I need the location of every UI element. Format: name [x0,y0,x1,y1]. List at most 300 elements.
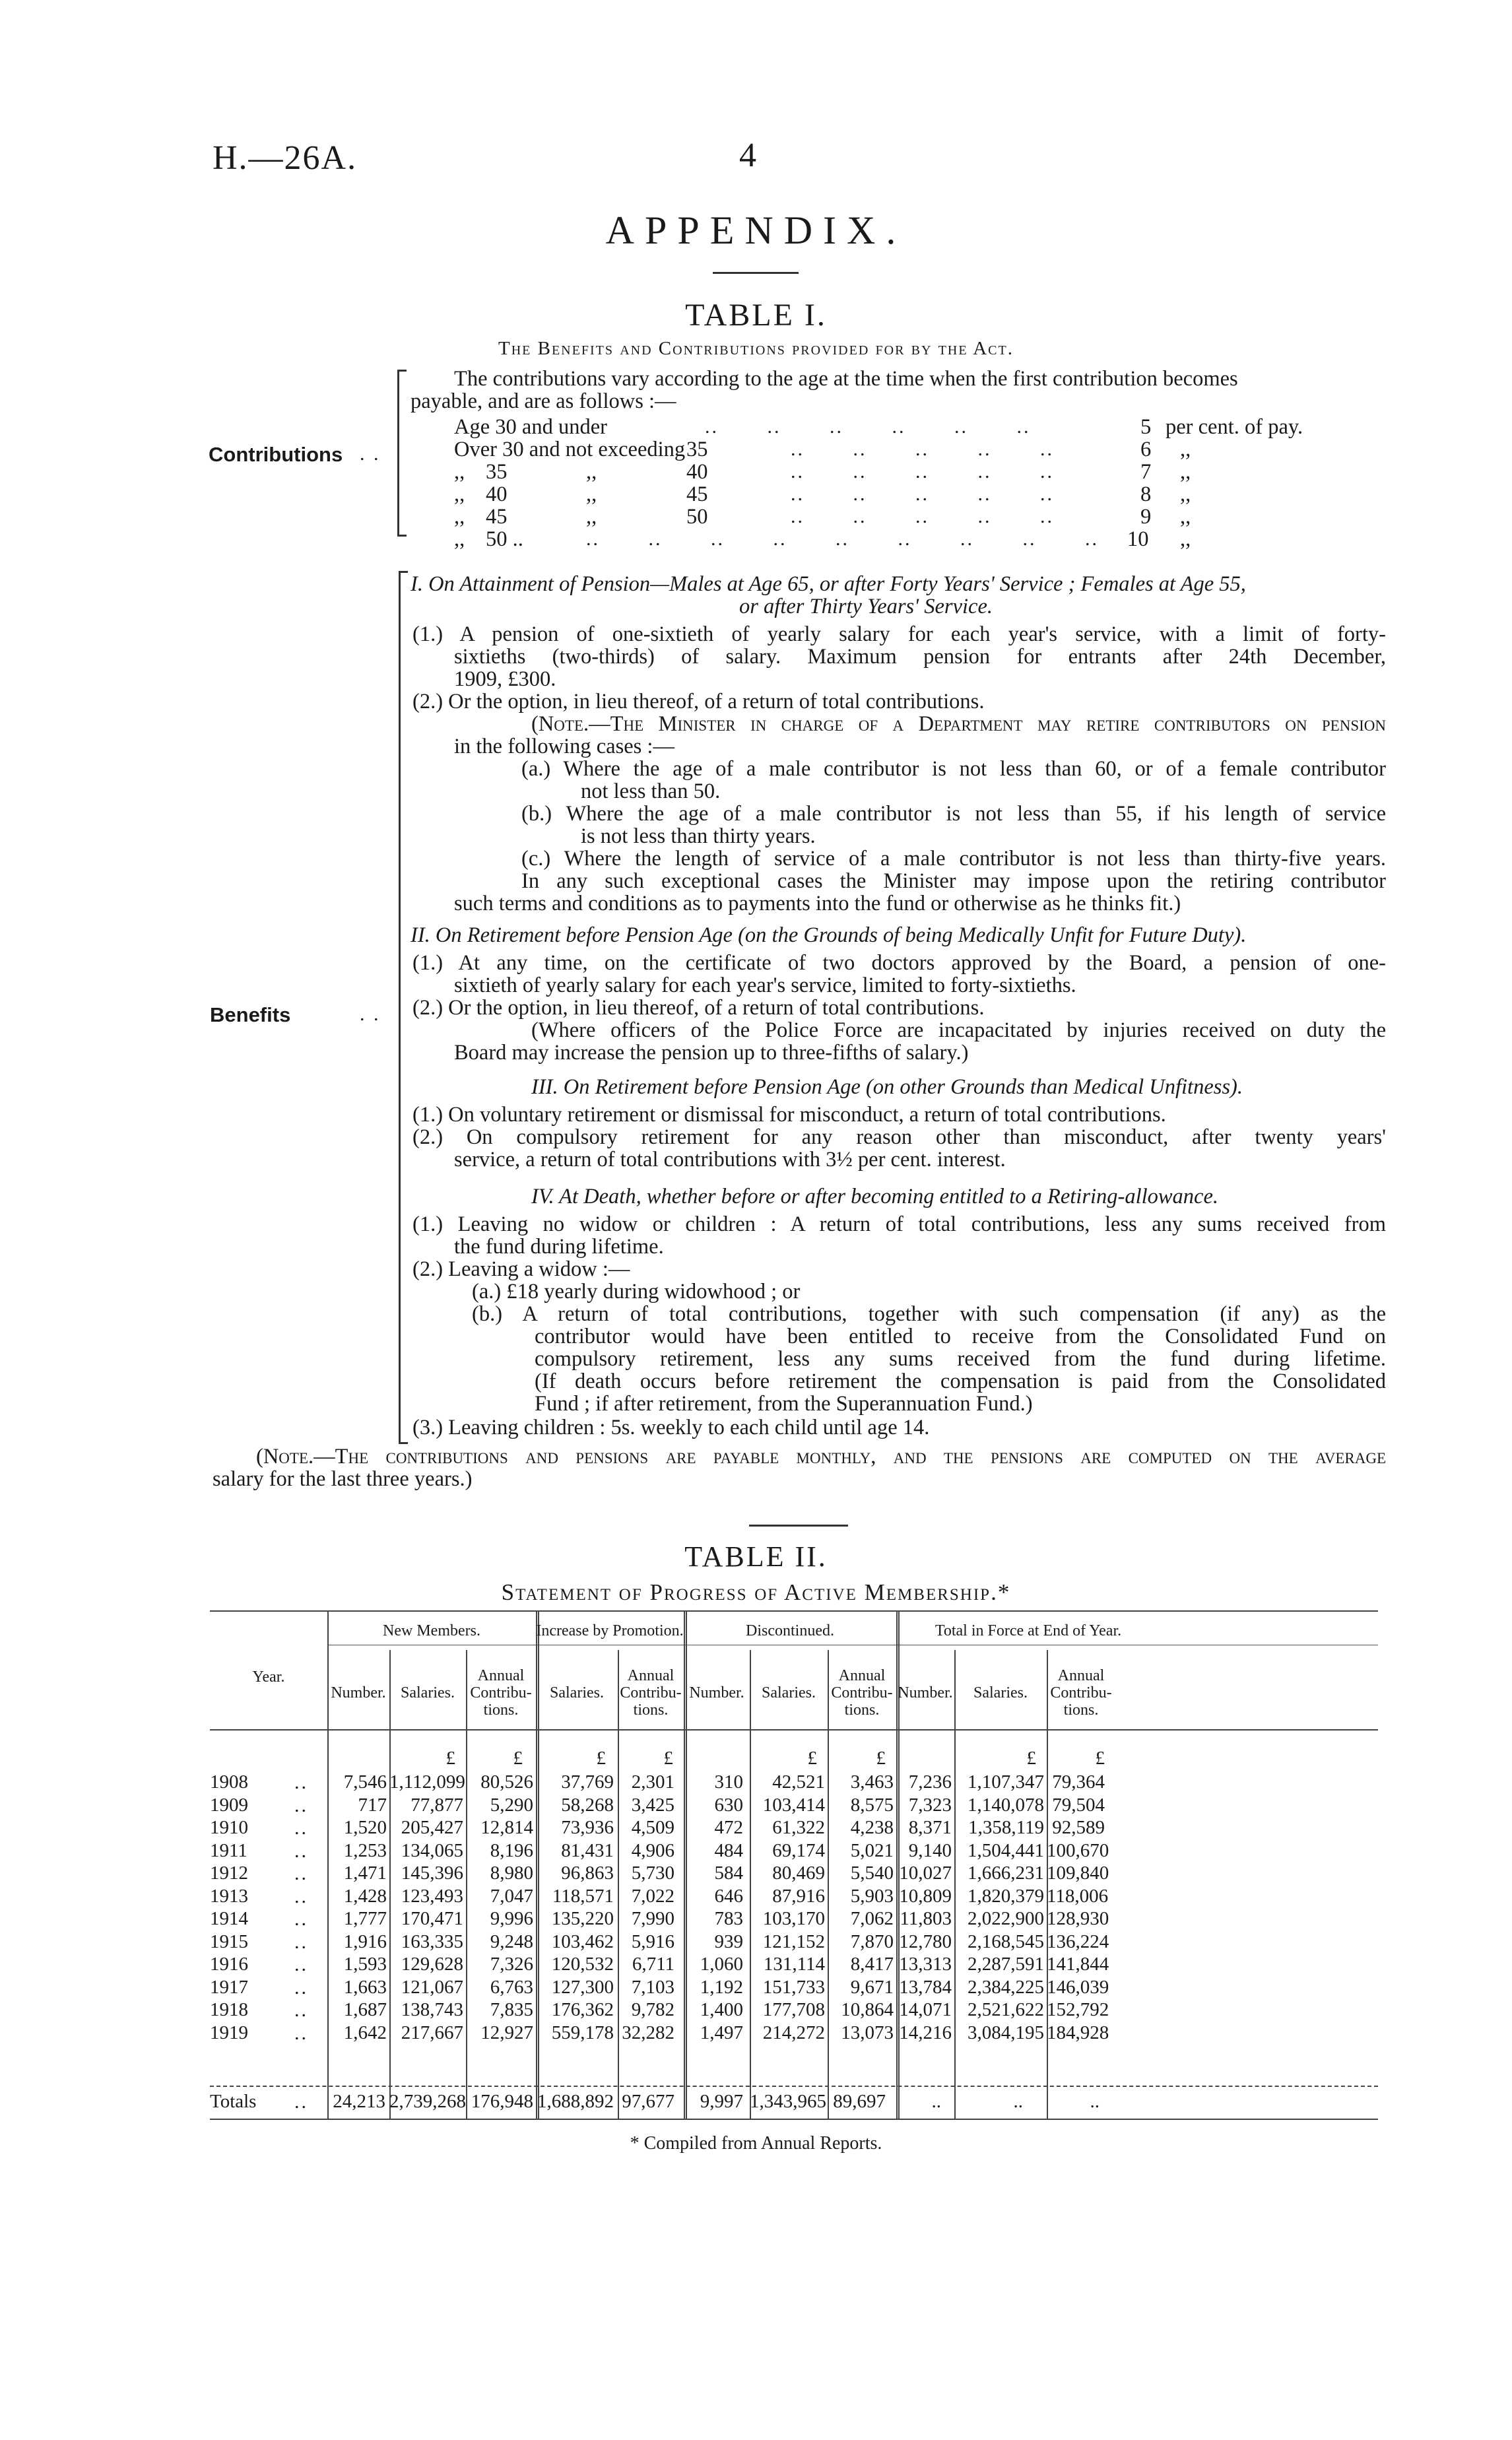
contributions-brace-top [397,370,407,372]
cell-nm-sal: 145,396 [401,1863,463,1884]
row-dots: .. [294,1863,308,1884]
cell-t-con: 184,928 [1047,2022,1109,2043]
cell-nm-con: 6,763 [490,1976,533,1998]
benefits-brace-top [399,571,408,573]
cell-nm-sal: 170,471 [401,1908,463,1929]
cell-nm-sal: 123,493 [401,1885,463,1907]
cell-t-sal: 1,140,078 [968,1794,1044,1816]
cell-nm-sal: 134,065 [401,1839,463,1861]
cell-d-sal: 61,322 [772,1817,825,1838]
section1-case-a-cont: not less than 50. [581,779,721,803]
currency-symbol: £ [663,1748,673,1769]
totals-dots: .. [294,2091,308,2113]
table-bottom-rule [210,2119,1378,2120]
col-header-number: Number. [331,1684,386,1701]
currency-symbol: £ [513,1748,523,1769]
cell-nm-num: 1,642 [343,2022,387,2043]
cell-ip-con: 6,711 [632,1954,674,1975]
section1-note: (Note.—The Minister in charge of a Department may retire contributors on pension [531,712,1386,736]
cell-t-sal: 1,358,119 [968,1817,1044,1838]
cell-d-num: 1,497 [700,2022,743,2043]
rate-age-from: 45 [486,505,508,529]
section1-note-cont: in the following cases :— [454,735,674,758]
cell-d-num: 939 [714,1930,743,1952]
page-number: 4 [739,137,756,174]
rate-age-from: 40 [486,482,508,506]
rate-age-from: 35 [486,460,508,484]
col-header-tions: tions. [483,1701,519,1719]
group-header-discontinued: Discontinued. [746,1622,834,1639]
cell-ip-sal: 176,362 [551,1999,614,2020]
cell-d-num: 584 [714,1863,743,1884]
cell-ip-con: 9,782 [631,1999,674,2020]
rate-row [454,506,1378,528]
row-dots: .. [294,1908,308,1930]
table2-title: TABLE II. [684,1540,828,1573]
cell-ip-sal: 81,431 [561,1839,614,1861]
rate-ditto: ,, [586,460,597,484]
cell-ip-con: 7,990 [631,1908,674,1929]
cell-t-con: 146,039 [1047,1976,1109,1998]
section4-para2: (2.) Leaving a widow :— [412,1257,630,1281]
cell-ip-sal: 120,532 [551,1954,614,1975]
column-rule [828,1650,829,2119]
cell-t-num: 7,323 [908,1794,952,1816]
section1-heading: I. On Attainment of Pension—Males at Age 65, or after Forty Years' Service ; Females at Age 55, [411,572,1246,596]
column-rule [954,1650,956,2119]
cell-nm-num: 1,777 [343,1908,387,1929]
cell-d-sal: 177,708 [762,1999,825,2020]
cell-ip-sal: 37,769 [561,1771,614,1793]
cell-nm-con: 7,326 [490,1954,533,1975]
cell-nm-con: 80,526 [480,1771,533,1793]
cell-ip-con: 4,906 [631,1839,674,1861]
row-dots: .. [294,1839,308,1862]
cell-t-sal: 2,384,225 [968,1976,1044,1998]
cell-d-sal: 103,414 [762,1794,825,1816]
row-dots: .. [294,1976,308,1998]
table-top-rule [210,1610,1378,1612]
section1-para2: (2.) Or the option, in lieu thereof, of a return of total contributions. [412,690,985,713]
col-header-contribu: Contribu- [620,1684,682,1701]
cell-ip-sal: 73,936 [561,1817,614,1838]
cell-d-sal: 131,114 [763,1954,825,1975]
cell-d-sal: 42,521 [772,1771,825,1793]
rate-age-to: 40 [686,460,708,484]
col-header-number: Number. [898,1684,953,1701]
cell-nm-sal: 121,067 [401,1976,463,1998]
cell-t-con: 100,670 [1047,1839,1109,1861]
cell-t-con: 79,364 [1052,1771,1105,1793]
section4-para2-b-cont2: compulsory retirement, less any sums received from the fund during lifetime. [535,1347,1386,1371]
rate-leader-dots: .. .. .. .. .. [791,461,1054,482]
rate-ditto: ,, [586,482,597,506]
table1-title: TABLE I. [685,298,827,333]
benefits-leader-dots: . . [360,1003,381,1025]
totals-t-number: .. [931,2091,941,2112]
column-rule [466,1650,467,2119]
totals-d-salaries: 1,343,965 [750,2091,826,2112]
cell-nm-con: 12,814 [480,1817,533,1838]
cell-ip-con: 2,301 [631,1771,674,1793]
cell-d-sal: 151,733 [762,1976,825,1998]
cell-nm-sal: 77,877 [411,1794,463,1816]
row-dots: .. [294,1817,308,1839]
section1-para1-end: 1909, £300. [454,667,556,691]
rate-leader-dots: .. .. .. .. .. [791,506,1054,527]
cell-nm-con: 8,196 [490,1839,533,1861]
section4-para2-b-cont1: contributor would have been entitled to receive from the Consolidated Fund on [535,1325,1386,1348]
col-header-tions: tions. [844,1701,880,1719]
section2-note: (Where officers of the Police Force are incapacitated by injuries received on duty the [531,1018,1386,1042]
row-dots: .. [294,1954,308,1975]
cell-nm-num: 1,663 [343,1976,387,1998]
section3-para2-cont: service, a return of total contributions with 3½ per cent. interest. [454,1148,1006,1171]
cell-nm-num: 1,520 [343,1817,387,1838]
rate-unit: ,, [1180,460,1191,484]
section4-para2-b-cont3: (If death occurs before retirement the compensation is paid from the Consolidated [535,1369,1386,1393]
cell-d-con: 3,463 [850,1771,894,1793]
rate-ditto: ,, [454,527,465,551]
rate-row [454,483,1378,506]
contributions-brace [397,370,399,536]
section2-para1: (1.) At any time, on the certificate of two doctors approved by the Board, a pension of one- [412,951,1386,975]
cell-nm-con: 7,835 [490,1999,533,2020]
totals-label: Totals [210,2091,257,2112]
cell-d-con: 9,671 [850,1976,894,1998]
row-year: 1918 [210,1999,248,2020]
row-year: 1917 [210,1976,248,1998]
rate-age-from: 50 .. [486,527,523,551]
currency-symbol: £ [807,1748,817,1769]
row-year: 1916 [210,1954,248,1975]
cell-t-con: 79,504 [1052,1794,1105,1816]
contributions-intro-line-2: payable, and are as follows :— [411,389,676,413]
cell-d-con: 7,062 [850,1908,894,1929]
rate-leader-dots: .. .. .. .. .. [791,483,1054,505]
section1-case-c-note: In any such exceptional cases the Minister may impose upon the retiring contributor [521,869,1386,893]
rate-ditto: ,, [454,505,465,529]
cell-t-con: 152,792 [1047,1999,1109,2020]
col-header-number: Number. [689,1684,744,1701]
cell-nm-sal: 129,628 [401,1954,463,1975]
rate-unit: ,, [1180,482,1191,506]
rate-age-to: 35 [686,438,708,461]
col-header-salaries: Salaries. [762,1684,816,1701]
cell-nm-sal: 163,335 [401,1930,463,1952]
section1-heading-cont: or after Thirty Years' Service. [739,595,993,618]
cell-ip-con: 3,425 [631,1794,674,1816]
cell-d-con: 10,864 [841,1999,894,2020]
totals-nm-salaries: 2,739,268 [389,2091,466,2112]
row-year: 1913 [210,1885,248,1907]
cell-d-num: 1,060 [700,1954,743,1975]
table2-footnote: * Compiled from Annual Reports. [630,2133,882,2154]
currency-symbol: £ [1095,1748,1105,1769]
table-header-rule [210,1729,1378,1731]
contributions-brace-bottom [397,535,407,537]
cell-nm-con: 9,996 [490,1908,533,1929]
row-dots: .. [294,2022,308,2044]
cell-ip-con: 5,730 [631,1863,674,1884]
rate-age-to: 45 [686,482,708,506]
title-divider [713,272,799,274]
contributions-leader-dots: . . [360,443,381,465]
cell-nm-con: 9,248 [490,1930,533,1952]
rate-age-to: 50 [686,505,708,529]
cell-t-num: 13,313 [899,1954,952,1975]
rate-ditto: ,, [454,460,465,484]
column-rule [389,1650,391,2119]
cell-t-sal: 3,084,195 [968,2022,1044,2043]
cell-nm-con: 12,927 [480,2022,533,2043]
cell-ip-con: 32,282 [622,2022,674,2043]
benefits-brace-bottom [399,1442,408,1444]
cell-nm-num: 1,687 [343,1999,387,2020]
cell-t-con: 109,840 [1047,1863,1109,1884]
cell-t-con: 128,930 [1047,1908,1109,1929]
cell-d-num: 630 [714,1794,743,1816]
cell-nm-num: 7,546 [343,1771,387,1793]
section1-para1: (1.) A pension of one-sixtieth of yearly salary for each year's service, with a limit of forty- [412,622,1386,646]
cell-d-num: 472 [714,1817,743,1838]
cell-d-con: 5,903 [850,1885,894,1907]
rate-age-from: Over 30 and not exceeding [454,438,686,461]
section1-case-a: (a.) Where the age of a male contributor is not less than 60, or of a female contributor [521,757,1386,781]
rate-leader-dots: .. .. .. .. .. .. .. .. .. [586,528,1099,550]
totals-ip-salaries: 1,688,892 [537,2091,614,2112]
cell-ip-con: 5,916 [631,1930,674,1952]
section3-para2: (2.) On compulsory retirement for any reason other than misconduct, after twenty years' [412,1125,1386,1149]
cell-d-sal: 214,272 [762,2022,825,2043]
column-rule [750,1650,751,2119]
cell-d-num: 646 [714,1885,743,1907]
column-rule [618,1650,619,2119]
col-header-annual: Annual [477,1667,525,1684]
section4-para2-b: (b.) A return of total contributions, together with such compensation (if any) as the [472,1302,1386,1326]
cell-t-con: 92,589 [1052,1817,1105,1838]
cell-t-num: 8,371 [908,1817,952,1838]
row-dots: .. [294,1771,308,1793]
cell-ip-con: 7,022 [631,1885,674,1907]
rate-unit: ,, [1180,505,1191,529]
rate-unit: ,, [1180,527,1191,551]
section2-heading: II. On Retirement before Pension Age (on the Grounds of being Medically Unfit for Future Duty). [411,923,1247,947]
rate-value: 10 [1127,527,1149,551]
rate-value: 9 [1140,505,1152,529]
row-year: 1912 [210,1863,248,1884]
col-header-year: Year. [252,1668,285,1686]
cell-nm-num: 1,916 [343,1930,387,1952]
section1-case-c: (c.) Where the length of service of a male contributor is not less than thirty-five years. [521,847,1386,871]
cell-ip-con: 7,103 [631,1976,674,1998]
cell-d-con: 4,238 [850,1817,894,1838]
rate-age-from: Age 30 and under [454,415,607,439]
cell-d-con: 5,540 [850,1863,894,1884]
rate-ditto: ,, [454,482,465,506]
contributions-label: Contributions [209,443,343,466]
group-header-new-members: New Members. [383,1622,480,1639]
col-header-annual-contributions [618,1667,684,1719]
rate-value: 5 [1140,415,1152,439]
cell-nm-num: 1,471 [343,1863,387,1884]
currency-symbol: £ [1026,1748,1036,1769]
section4-para1-cont: the fund during lifetime. [454,1235,664,1259]
totals-nm-number: 24,213 [333,2091,385,2112]
cell-d-num: 310 [714,1771,743,1793]
cell-nm-sal: 217,667 [401,2022,463,2043]
cell-d-sal: 87,916 [772,1885,825,1907]
cell-nm-con: 8,980 [490,1863,533,1884]
cell-nm-num: 1,593 [343,1954,387,1975]
col-header-annual: Annual [838,1667,886,1684]
cell-t-sal: 2,168,545 [968,1930,1044,1952]
row-year: 1910 [210,1817,248,1838]
cell-t-num: 10,809 [899,1885,952,1907]
cell-ip-sal: 58,268 [561,1794,614,1816]
totals-d-contributions: 89,697 [833,2091,886,2112]
col-header-annual-contributions [466,1667,536,1719]
col-header-annual: Annual [1057,1667,1105,1684]
appendix-title: APPENDIX. [605,209,907,252]
cell-t-con: 136,224 [1047,1930,1109,1952]
cell-nm-num: 1,253 [343,1839,387,1861]
row-year: 1908 [210,1771,248,1793]
totals-ip-contributions: 97,677 [622,2091,674,2112]
rate-row [454,416,1378,438]
cell-d-num: 783 [714,1908,743,1929]
totals-t-contributions: .. [1090,2091,1100,2112]
general-note-cont: salary for the last three years.) [213,1467,473,1491]
rate-row [454,438,1378,461]
cell-nm-sal: 1,112,099 [389,1771,465,1793]
section2-para2: (2.) Or the option, in lieu thereof, of a return of total contributions. [412,996,985,1020]
col-header-salaries: Salaries. [973,1684,1028,1701]
cell-ip-sal: 103,462 [551,1930,614,1952]
rate-unit: per cent. of pay. [1166,415,1303,439]
cell-nm-con: 5,290 [490,1794,533,1816]
col-header-salaries: Salaries. [401,1684,455,1701]
row-year: 1911 [210,1839,247,1861]
cell-d-num: 1,192 [700,1976,743,1998]
rate-leader-dots: .. .. .. .. .. .. [705,416,1031,438]
currency-symbol: £ [876,1748,886,1769]
cell-t-num: 7,236 [908,1771,952,1793]
general-note: (Note.—The contributions and pensions are payable monthly, and the pensions are computed on the average [256,1445,1386,1468]
col-header-contribu: Contribu- [470,1684,532,1701]
cell-t-num: 11,803 [900,1908,952,1929]
totals-d-number: 9,997 [700,2091,743,2112]
cell-nm-sal: 205,427 [401,1817,463,1838]
cell-d-num: 1,400 [700,1999,743,2020]
cell-t-sal: 2,521,622 [968,1999,1044,2020]
cell-ip-sal: 118,571 [552,1885,614,1907]
cell-t-num: 9,140 [908,1839,952,1861]
section4-para2-b-cont4: Fund ; if after retirement, from the Superannuation Fund.) [535,1392,1033,1416]
currency-symbol: £ [596,1748,606,1769]
cell-nm-num: 1,428 [343,1885,387,1907]
cell-t-num: 10,027 [899,1863,952,1884]
section4-heading: IV. At Death, whether before or after becoming entitled to a Retiring-allowance. [531,1185,1219,1208]
row-dots: .. [294,1885,308,1907]
cell-ip-sal: 135,220 [551,1908,614,1929]
cell-ip-sal: 127,300 [551,1976,614,1998]
col-header-contribu: Contribu- [831,1684,893,1701]
section2-note-cont: Board may increase the pension up to three-fifths of salary.) [454,1041,969,1065]
totals-t-salaries: .. [1013,2091,1023,2112]
cell-ip-sal: 559,178 [551,2022,614,2043]
cell-t-sal: 2,022,900 [968,1908,1044,1929]
section3-para1: (1.) On voluntary retirement or dismissal for misconduct, a return of total contributions. [412,1103,1166,1127]
table2-subtitle: Statement of Progress of Active Membership.* [501,1579,1011,1605]
cell-t-sal: 1,666,231 [968,1863,1044,1884]
row-year: 1915 [210,1930,248,1952]
rate-value: 8 [1140,482,1152,506]
rate-value: 6 [1140,438,1152,461]
cell-t-sal: 1,820,379 [968,1885,1044,1907]
section1-case-c-note-end: such terms and conditions as to payments into the fund or otherwise as he thinks fit.) [454,892,1181,915]
row-dots: .. [294,1930,308,1953]
col-header-tions: tions. [1063,1701,1099,1719]
col-header-annual-contributions [1047,1667,1115,1719]
cell-nm-num: 717 [358,1794,387,1816]
cell-ip-sal: 96,863 [561,1863,614,1884]
group-header-promotion: Increase by Promotion. [536,1622,684,1639]
row-dots: .. [294,1794,308,1816]
cell-d-sal: 80,469 [772,1863,825,1884]
contributions-intro-line-1: The contributions vary according to the age at the time when the first contribution becomes [454,367,1238,391]
cell-t-num: 12,780 [899,1930,952,1952]
column-rule [1047,1650,1048,2119]
cell-d-con: 8,575 [850,1794,894,1816]
cell-t-num: 14,216 [899,2022,952,2043]
row-dots: .. [294,1999,308,2021]
cell-t-sal: 2,287,591 [968,1954,1044,1975]
rate-row [454,461,1378,483]
row-year: 1914 [210,1908,248,1929]
row-year: 1919 [210,2022,248,2043]
cell-d-num: 484 [714,1839,743,1861]
col-header-annual-contributions [828,1667,896,1719]
cell-d-con: 5,021 [850,1839,894,1861]
row-year: 1909 [210,1794,248,1816]
section3-heading: III. On Retirement before Pension Age (on other Grounds than Medical Unfitness). [531,1075,1243,1099]
document-reference: H.—26A. [213,139,358,177]
col-header-annual: Annual [627,1667,674,1684]
cell-d-sal: 121,152 [762,1930,825,1952]
cell-t-sal: 1,107,347 [968,1771,1044,1793]
section1-para1-cont: sixtieths (two-thirds) of salary. Maximum pension for entrants after 24th December, [454,645,1386,669]
totals-nm-contributions: 176,948 [471,2091,533,2112]
cell-d-con: 13,073 [841,2022,894,2043]
table1-subtitle: The Benefits and Contributions provided for by the Act. [498,338,1014,359]
section4-para3: (3.) Leaving children : 5s. weekly to each child until age 14. [412,1416,930,1439]
col-header-contribu: Contribu- [1050,1684,1112,1701]
cell-d-sal: 69,174 [772,1839,825,1861]
col-header-salaries: Salaries. [550,1684,604,1701]
rate-leader-dots: .. .. .. .. .. [791,438,1054,460]
rate-row [454,528,1378,550]
benefits-brace [399,571,401,1443]
rate-value: 7 [1140,460,1152,484]
cell-ip-con: 4,509 [631,1817,674,1838]
cell-d-con: 7,870 [850,1930,894,1952]
cell-t-num: 14,071 [899,1999,952,2020]
rate-ditto: ,, [586,505,597,529]
cell-t-con: 141,844 [1047,1954,1109,1975]
section4-para1: (1.) Leaving no widow or children : A return of total contributions, less any sums received from [412,1212,1386,1236]
cell-nm-sal: 138,743 [401,1999,463,2020]
